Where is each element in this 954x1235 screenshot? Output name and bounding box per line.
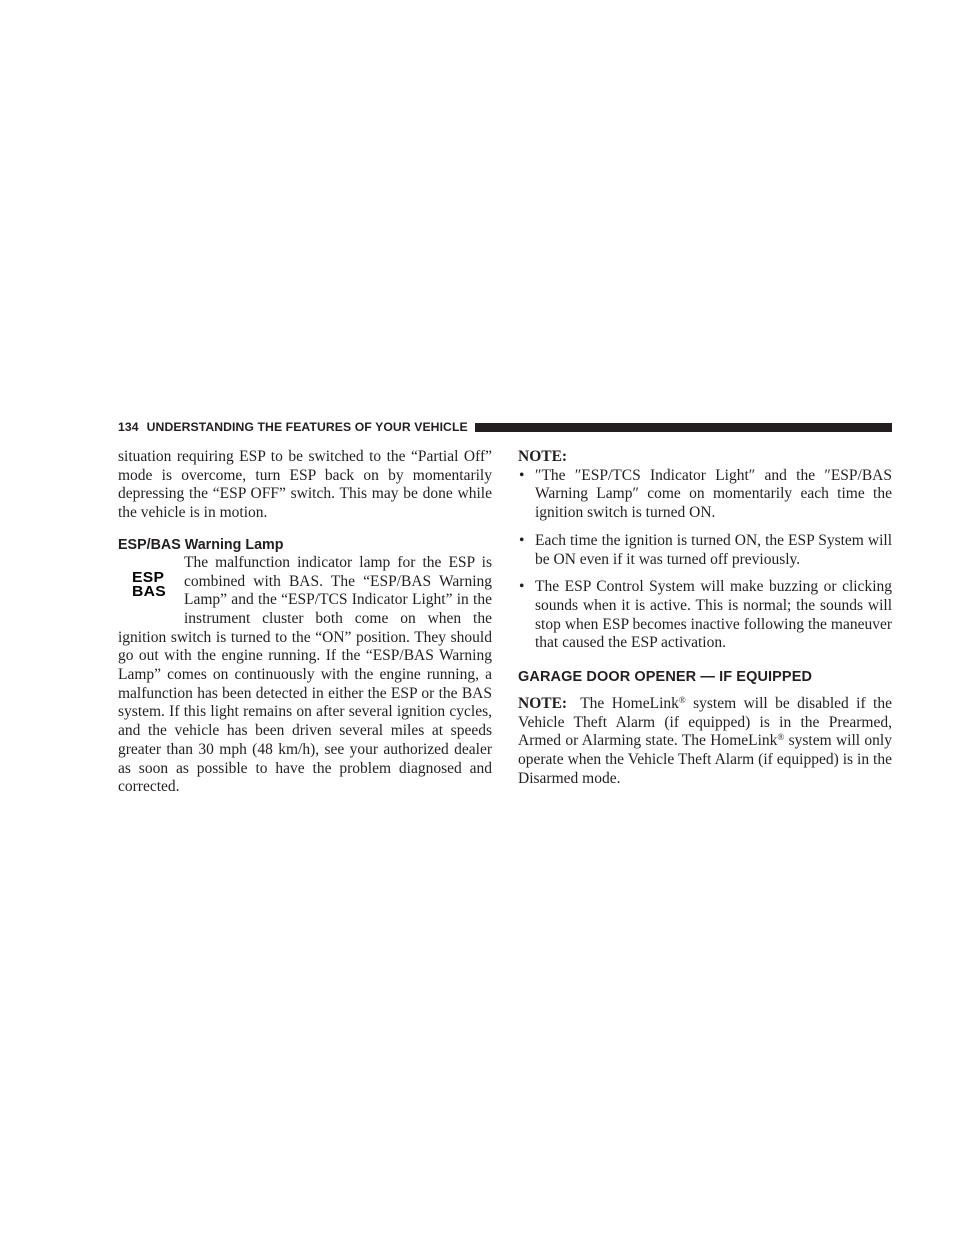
intro-paragraph: situation requiring ESP to be switched to the “Partial Off” mode is overcome, turn ESP back on by momentarily depressing the “ESP OFF” switch. This may be done while the vehicle is in motion. <box>118 448 492 522</box>
esp-bas-paragraph: The malfunction indicator lamp for the ESP is combined with BAS. The “ESP/BAS Warning Lamp” and the “ESP/TCS Indicator Light” in the instrument cluster both come on when the ignition switch is turned to the “ON” position. They should go out with the engine running. If the “ESP/BAS Warning Lamp” comes on continuously with the engine running, a malfunction has been detected in either the ESP or the BAS system. If this light remains on after several ignition cycles, and the vehicle has been driven several miles at speeds greater than 30 mph (48 km/h), see your authorized dealer as soon as possible to have the problem diagnosed and corrected. <box>118 553 492 796</box>
registered-mark: ® <box>777 732 785 743</box>
garage-door-heading: GARAGE DOOR OPENER — IF EQUIPPED <box>518 669 813 686</box>
esp-bas-warning-icon <box>118 554 184 616</box>
esp-icon-label: ESP <box>132 569 165 586</box>
page-number: 134 <box>118 420 139 434</box>
header-rule <box>475 423 892 432</box>
garage-text-1: The HomeLink <box>580 695 679 713</box>
list-item-text: Each time the ignition is turned ON, the ESP System will be ON even if it was turned off previously. <box>535 531 892 568</box>
note-list <box>518 467 892 653</box>
garage-text-2: system will be disabled if the Vehicle Theft Alarm (if equipped) is in the Prearmed, Armed or Alarming state. The HomeLink <box>518 695 892 750</box>
bas-icon-label: BAS <box>132 583 167 600</box>
list-item <box>518 532 892 569</box>
chapter-title: UNDERSTANDING THE FEATURES OF YOUR VEHICLE <box>146 420 468 434</box>
garage-text-3: system will only operate when the Vehicle Theft Alarm (if equipped) is in the Disarmed mode. <box>518 732 892 787</box>
page-header <box>118 418 892 436</box>
registered-mark: ® <box>678 695 686 706</box>
garage-door-paragraph <box>518 695 892 789</box>
list-item-text: The ESP Control System will make buzzing or clicking sounds when it is active. This is normal; the sounds will stop when ESP becomes inactive following the maneuver that caused the ESP activation. <box>535 578 892 652</box>
list-item <box>518 467 892 523</box>
right-column <box>518 448 892 789</box>
left-column <box>118 448 492 797</box>
bullet-icon: • <box>519 578 525 596</box>
bullet-icon: • <box>519 531 525 549</box>
bullet-icon: • <box>519 466 525 484</box>
esp-bas-section <box>118 554 492 797</box>
esp-bas-heading: ESP/BAS Warning Lamp <box>118 536 284 553</box>
list-item-text: ″The ″ESP/TCS Indicator Light″ and the ″ESP/BAS Warning Lamp″ come on momentarily each time the ignition switch is turned ON. <box>535 466 892 522</box>
list-item <box>518 578 892 653</box>
note-label: NOTE: <box>518 448 568 465</box>
garage-note-label: NOTE: <box>518 695 568 713</box>
